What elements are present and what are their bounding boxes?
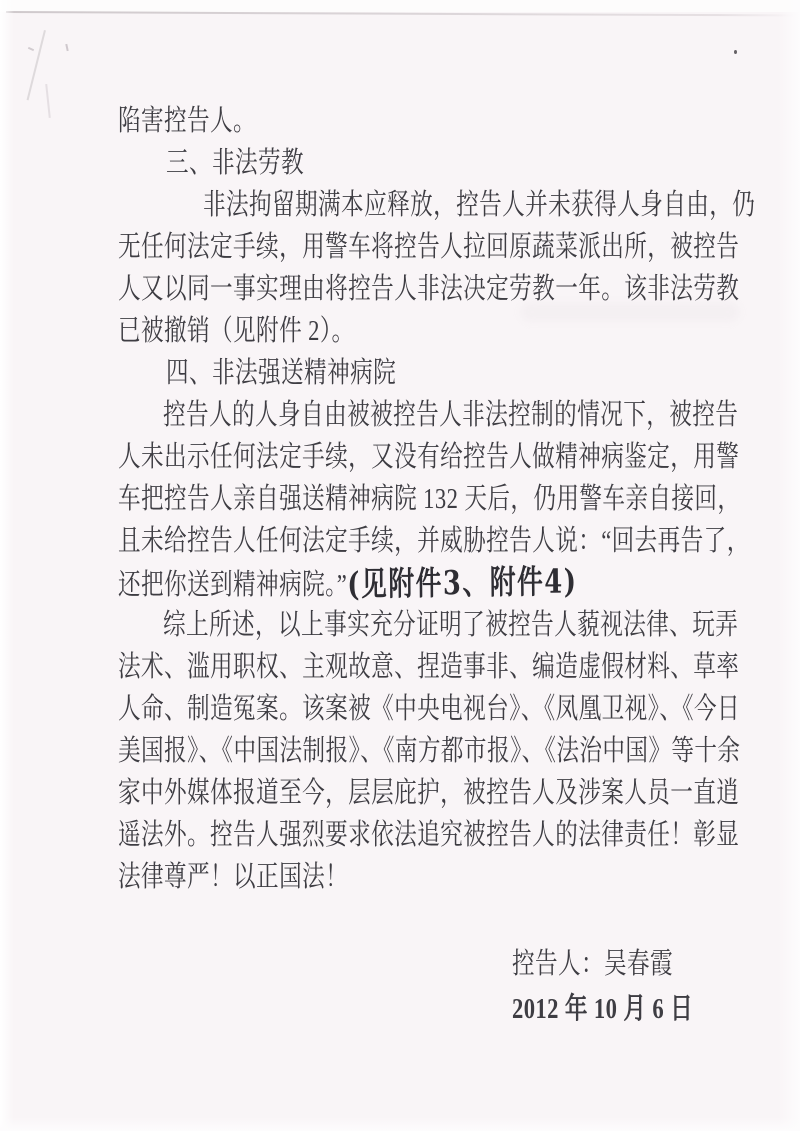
printed-text: 人未出示任何法定手续，又没有给控告人做精神病鉴定，用警 (118, 441, 740, 473)
document-line (118, 479, 800, 521)
page-edge-highlight-bottom (0, 1117, 800, 1131)
document-line (118, 815, 800, 857)
printed-text: 美国报》、《中国法制报》、《南方都市报》、《法治中国》等十余 (118, 735, 741, 767)
printed-text: 且未给控告人任何法定手续，并威胁控告人说：“回去再告了， (118, 525, 750, 557)
document-line (118, 101, 295, 143)
document-line (166, 143, 343, 185)
printed-text: 2012 年 10 月 6 日 (512, 993, 694, 1025)
document-line (118, 647, 800, 689)
document-body (0, 101, 800, 911)
printed-text: 非法拘留期满本应释放，控告人并未获得人身自由，仍 (203, 189, 756, 221)
printed-text: 遥法外。控告人强烈要求依法追究被控告人的法律责任！彰显 (118, 819, 740, 851)
signature-date-line (512, 989, 744, 1035)
document-line (118, 731, 800, 773)
document-line (118, 311, 421, 353)
printed-text: 陷害控告人。 (118, 105, 257, 137)
printed-text: 家中外媒体报道至今，层层庇护，被控告人及涉案人员一直逍 (118, 777, 740, 809)
document-line (118, 689, 800, 731)
fold-crease-mark (27, 30, 46, 100)
document-line (118, 521, 800, 563)
document-line (118, 437, 800, 479)
fold-crease-mark (28, 47, 34, 51)
document-line (203, 185, 800, 227)
document-line (118, 227, 800, 269)
printed-text: 还把你送到精神病院。” (118, 569, 348, 601)
document-line (166, 353, 461, 395)
handwritten-annotation: (见附件3、附件4) (347, 561, 578, 604)
scan-top-band (0, 0, 800, 12)
printed-text: 控告人的人身自由被被控告人非法控制的情况下，被控告 (163, 399, 739, 431)
printed-text: 无任何法定手续，用警车将控告人拉回原蔬菜派出所，被控告 (118, 231, 740, 263)
document-line (118, 563, 707, 605)
document-line (118, 857, 413, 899)
signature-name-line (512, 944, 719, 990)
printed-text: 控告人：吴春霞 (512, 948, 674, 980)
printed-text: 人命、制造冤案。该案被《中央电视台》、《凤凰卫视》、《今日 (118, 693, 741, 725)
printed-text: 车把控告人亲自强送精神病院 132 天后，仍用警车亲自接回， (118, 483, 741, 515)
fold-crease-mark (65, 44, 68, 51)
printed-text: 法术、滥用职权、主观故意、捏造事非、编造虚假材料、草率 (118, 651, 740, 683)
ink-speck (734, 50, 737, 54)
printed-text: 人又以同一事实理由将控告人非法决定劳教一年。该非法劳教 (118, 273, 740, 305)
printed-text: 四、非法强送精神病院 (166, 357, 397, 389)
printed-text: 三、非法劳教 (166, 147, 305, 179)
printed-text: 综上所述，以上事实充分证明了被控告人藐视法律、玩弄 (163, 609, 739, 641)
document-line (163, 395, 800, 437)
printed-text: 已被撤销（见附件 2）。 (118, 315, 355, 347)
printed-text: 法律尊严！以正国法！ (118, 861, 349, 893)
document-line (118, 773, 800, 815)
document-line (163, 605, 800, 647)
document-line (118, 269, 800, 311)
